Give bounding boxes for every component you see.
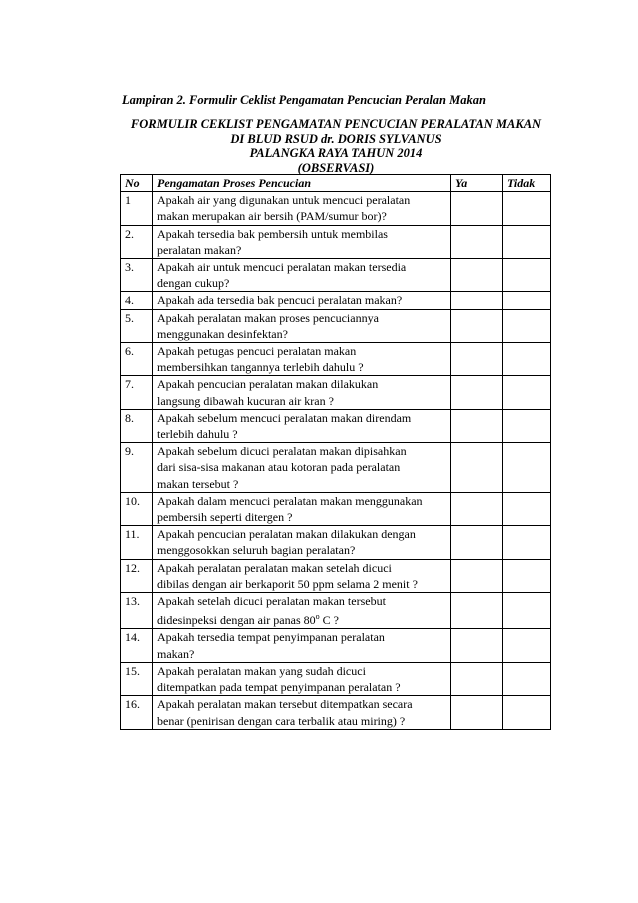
tidak-checkbox-cell[interactable]	[503, 259, 551, 292]
ya-checkbox-cell[interactable]	[451, 343, 503, 376]
table-row	[121, 292, 551, 309]
ya-checkbox-cell[interactable]	[451, 292, 503, 309]
tidak-checkbox-cell[interactable]	[503, 292, 551, 309]
ya-checkbox-cell[interactable]	[451, 629, 503, 662]
table-row	[121, 376, 551, 409]
row-number: 8.	[121, 409, 153, 442]
tidak-checkbox-cell[interactable]	[503, 225, 551, 258]
tidak-checkbox-cell[interactable]	[503, 559, 551, 592]
table-row	[121, 443, 551, 493]
question-line: langsung dibawah kucuran air kran ?	[157, 393, 334, 408]
ya-checkbox-cell[interactable]	[451, 593, 503, 629]
degree-superscript: o	[315, 612, 320, 622]
ya-checkbox-cell[interactable]	[451, 309, 503, 342]
question-text	[153, 593, 451, 629]
question-line: Apakah peralatan makan tersebut ditempatkan secara	[157, 697, 413, 712]
row-number: 5.	[121, 309, 153, 342]
row-number: 6.	[121, 343, 153, 376]
question-line: dibilas dengan air berkaporit 50 ppm selama 2 menit ?	[157, 576, 418, 591]
tidak-checkbox-cell[interactable]	[503, 526, 551, 559]
question-line: terlebih dahulu ?	[157, 427, 238, 442]
tidak-checkbox-cell[interactable]	[503, 593, 551, 629]
question-line: dari sisa-sisa makanan atau kotoran pada peralatan	[157, 460, 401, 475]
question-line: menggosokkan seluruh bagian peralatan?	[157, 543, 356, 558]
question-line: Apakah sebelum dicuci peralatan makan dipisahkan	[157, 444, 407, 459]
question-line: makan?	[157, 646, 195, 661]
question-text	[153, 343, 451, 376]
question-line: benar (penirisan dengan cara terbalik atau miring) ?	[157, 713, 406, 728]
table-row	[121, 309, 551, 342]
tidak-checkbox-cell[interactable]	[503, 192, 551, 225]
question-line: Apakah dalam mencuci peralatan makan menggunakan	[157, 493, 423, 508]
question-line: Apakah pencucian peralatan makan dilakukan	[157, 377, 379, 392]
table-row	[121, 259, 551, 292]
question-line: makan tersebut ?	[157, 476, 239, 491]
row-number: 12.	[121, 559, 153, 592]
ya-checkbox-cell[interactable]	[451, 225, 503, 258]
header-row	[121, 175, 551, 192]
table-row	[121, 629, 551, 662]
ya-checkbox-cell[interactable]	[451, 376, 503, 409]
question-line: makan merupakan air bersih (PAM/sumur bor)?	[157, 209, 387, 224]
checklist-table	[120, 174, 551, 730]
row-number: 15.	[121, 662, 153, 695]
tidak-checkbox-cell[interactable]	[503, 629, 551, 662]
table-row	[121, 192, 551, 225]
tidak-checkbox-cell[interactable]	[503, 343, 551, 376]
col-ya-header: Ya	[451, 175, 503, 192]
row-number: 9.	[121, 443, 153, 493]
table-row	[121, 593, 551, 629]
question-line: Apakah pencucian peralatan makan dilakukan dengan	[157, 527, 416, 542]
ya-checkbox-cell[interactable]	[451, 259, 503, 292]
tidak-checkbox-cell[interactable]	[503, 662, 551, 695]
table-row	[121, 696, 551, 729]
ya-checkbox-cell[interactable]	[451, 192, 503, 225]
table-row	[121, 559, 551, 592]
attachment-caption: Lampiran 2. Formulir Ceklist Pengamatan Pencucian Peralan Makan	[122, 93, 486, 107]
table-row	[121, 662, 551, 695]
ya-checkbox-cell[interactable]	[451, 443, 503, 493]
table-row	[121, 492, 551, 525]
tidak-checkbox-cell[interactable]	[503, 309, 551, 342]
row-number: 7.	[121, 376, 153, 409]
tidak-checkbox-cell[interactable]	[503, 376, 551, 409]
row-number: 13.	[121, 593, 153, 629]
tidak-checkbox-cell[interactable]	[503, 492, 551, 525]
question-line: menggunakan desinfektan?	[157, 326, 288, 341]
ya-checkbox-cell[interactable]	[451, 526, 503, 559]
tidak-checkbox-cell[interactable]	[503, 409, 551, 442]
question-line: peralatan makan?	[157, 242, 242, 257]
question-text	[153, 259, 451, 292]
question-text	[153, 292, 451, 309]
tidak-checkbox-cell[interactable]	[503, 696, 551, 729]
form-institution: DI BLUD RSUD dr. DORIS SYLVANUS	[230, 131, 442, 146]
row-number: 4.	[121, 292, 153, 309]
question-line-part: didesinpeksi dengan air panas 80	[157, 613, 316, 628]
question-text	[153, 696, 451, 729]
question-text	[153, 492, 451, 525]
tidak-checkbox-cell[interactable]	[503, 443, 551, 493]
row-number: 3.	[121, 259, 153, 292]
ya-checkbox-cell[interactable]	[451, 559, 503, 592]
question-text	[153, 225, 451, 258]
col-tidak-header: Tidak	[503, 175, 551, 192]
question-line: Apakah peralatan peralatan makan setelah dicuci	[157, 560, 392, 575]
question-line: Apakah ada tersedia bak pencuci peralatan makan?	[157, 293, 403, 308]
col-question-header: Pengamatan Proses Pencucian	[153, 175, 451, 192]
row-number: 16.	[121, 696, 153, 729]
row-number: 14.	[121, 629, 153, 662]
form-heading	[122, 117, 550, 175]
question-line: Apakah air yang digunakan untuk mencuci peralatan	[157, 193, 411, 208]
ya-checkbox-cell[interactable]	[451, 662, 503, 695]
row-number: 10.	[121, 492, 153, 525]
ya-checkbox-cell[interactable]	[451, 492, 503, 525]
question-line: Apakah setelah dicuci peralatan makan tersebut	[157, 594, 386, 609]
row-number: 1	[121, 192, 153, 225]
question-line: ditempatkan pada tempat penyimpanan peralatan ?	[157, 680, 401, 695]
table-row	[121, 526, 551, 559]
question-text	[153, 443, 451, 493]
question-line: Apakah tersedia tempat penyimpanan peralatan	[157, 630, 385, 645]
question-text	[153, 376, 451, 409]
question-text	[153, 662, 451, 695]
table-row	[121, 409, 551, 442]
question-line: Apakah tersedia bak pembersih untuk membilas	[157, 226, 388, 241]
col-no-header: No	[121, 175, 153, 192]
question-line: membersihkan tangannya terlebih dahulu ?	[157, 360, 364, 375]
question-text	[153, 559, 451, 592]
question-text	[153, 409, 451, 442]
form-title: FORMULIR CEKLIST PENGAMATAN PENCUCIAN PERALATAN MAKAN	[130, 117, 542, 131]
question-line	[157, 613, 339, 627]
question-text	[153, 526, 451, 559]
question-text	[153, 629, 451, 662]
question-line: Apakah peralatan makan proses pencuciannya	[157, 310, 379, 325]
question-line: dengan cukup?	[157, 276, 230, 291]
table-row	[121, 343, 551, 376]
question-line-part: C ?	[319, 613, 339, 628]
question-line: Apakah air untuk mencuci peralatan makan tersedia	[157, 260, 407, 275]
question-line: pembersih seperti ditergen ?	[157, 510, 293, 525]
question-text	[153, 192, 451, 225]
table-row	[121, 225, 551, 258]
row-number: 2.	[121, 225, 153, 258]
row-number: 11.	[121, 526, 153, 559]
question-line: Apakah petugas pencuci peralatan makan	[157, 344, 357, 359]
question-text	[153, 309, 451, 342]
form-type: (OBSERVASI)	[297, 160, 375, 175]
question-line: Apakah sebelum mencuci peralatan makan direndam	[157, 410, 412, 425]
ya-checkbox-cell[interactable]	[451, 409, 503, 442]
ya-checkbox-cell[interactable]	[451, 696, 503, 729]
form-location-year: PALANGKA RAYA TAHUN 2014	[249, 146, 423, 160]
question-line: Apakah peralatan makan yang sudah dicuci	[157, 663, 366, 678]
